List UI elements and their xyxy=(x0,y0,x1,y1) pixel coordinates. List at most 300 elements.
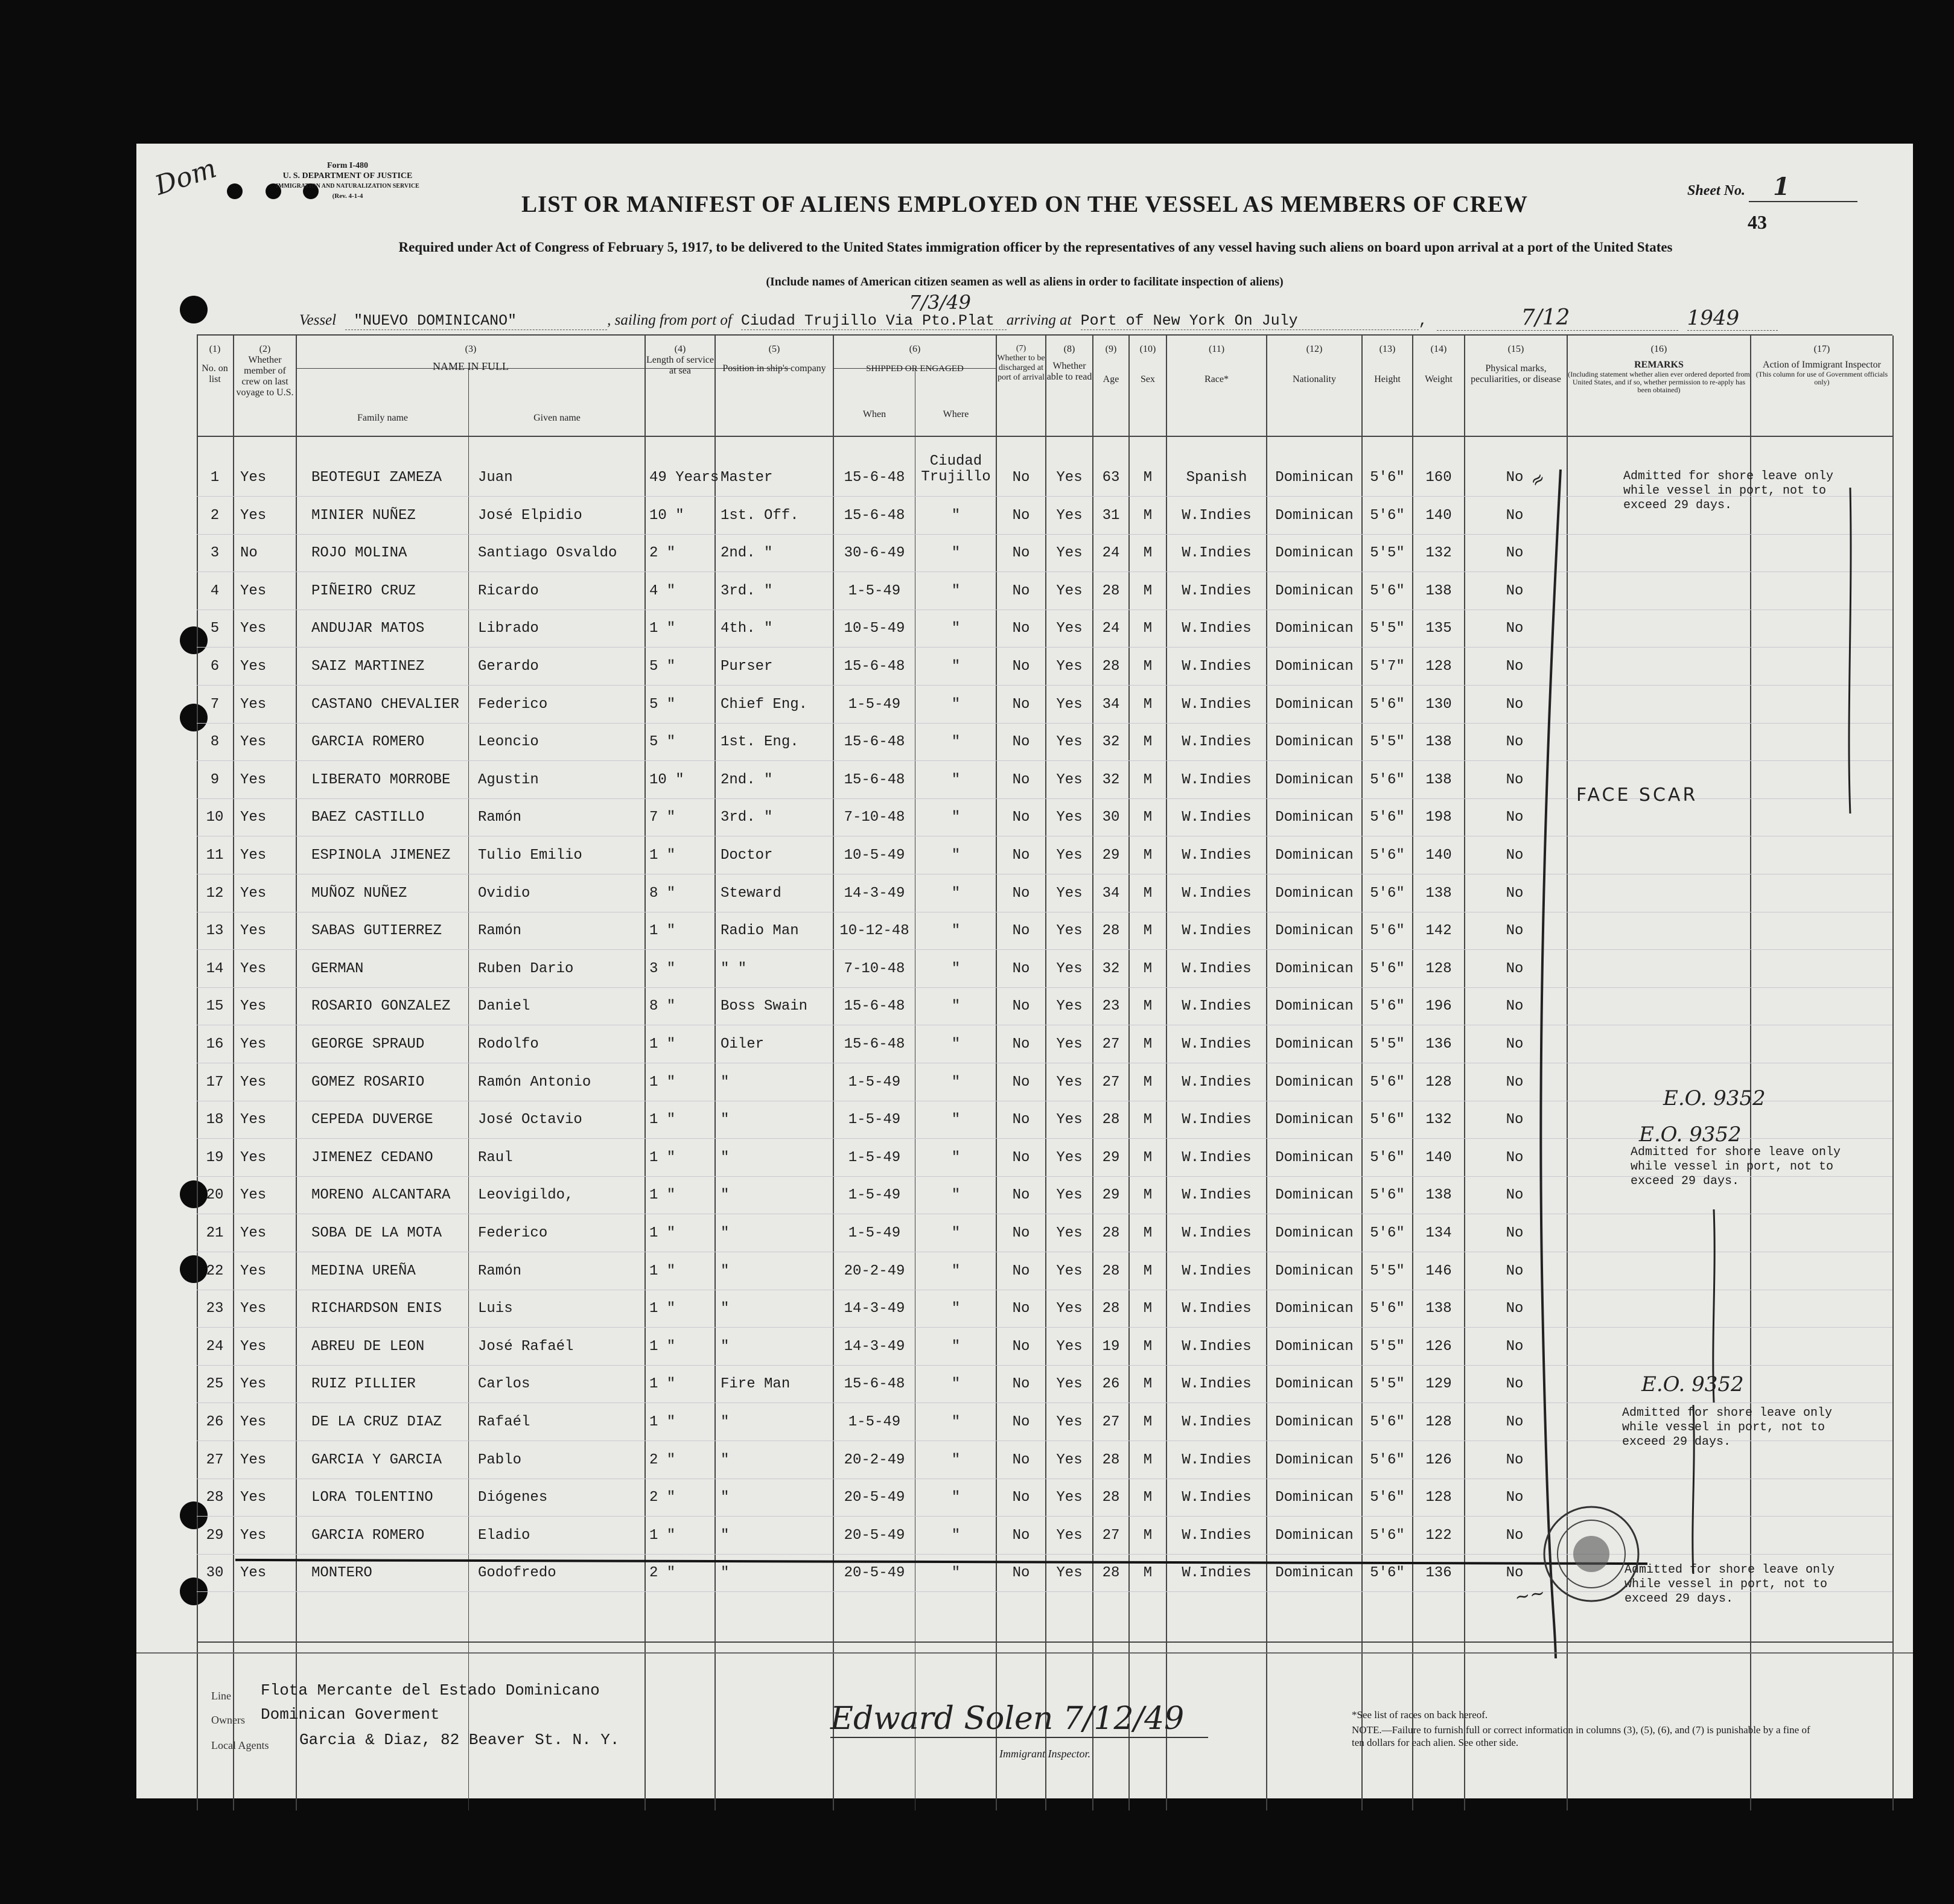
row-29-read: Yes xyxy=(1056,1527,1083,1544)
row-14-weight: 128 xyxy=(1425,961,1452,977)
row-12-service: 8 " xyxy=(649,885,676,902)
row-26-when: 1-5-49 xyxy=(848,1414,901,1430)
row-9-when: 15-6-48 xyxy=(844,772,905,788)
row-26-marks: No xyxy=(1506,1414,1524,1430)
row-22-given: Ramón xyxy=(478,1263,522,1279)
row-5-service: 1 " xyxy=(649,620,676,637)
row-13-nationality: Dominican xyxy=(1275,923,1354,939)
row-14-where: " xyxy=(951,961,961,977)
stamp-number: 43 xyxy=(1748,211,1767,233)
row-7-crew: Yes xyxy=(240,696,267,713)
remark-shore-leave-4: Admitted for shore leave only while vessel in port, not to exceed 29 days. xyxy=(1625,1563,1835,1606)
row-18-height: 5'6" xyxy=(1370,1112,1405,1128)
row-25-crew: Yes xyxy=(240,1376,267,1392)
row-4-height: 5'6" xyxy=(1370,583,1405,599)
row-13-race: W.Indies xyxy=(1182,923,1252,939)
row-24-when: 14-3-49 xyxy=(844,1339,905,1355)
margin-note: Dom xyxy=(151,153,220,202)
row-3-where: " xyxy=(951,545,961,561)
row-1-sex: M xyxy=(1143,470,1153,486)
row-9-given: Agustin xyxy=(478,772,539,788)
row-6-weight: 128 xyxy=(1425,658,1452,675)
row-28-where: " xyxy=(951,1489,961,1506)
row-15-weight: 196 xyxy=(1425,998,1452,1014)
row-5-family: ANDUJAR MATOS xyxy=(311,620,425,637)
row-20-discharged: No xyxy=(1012,1187,1030,1203)
row-1-nationality: Dominican xyxy=(1275,470,1354,486)
row-10-sex: M xyxy=(1143,809,1153,826)
row-2-weight: 140 xyxy=(1425,508,1452,524)
row-rule xyxy=(197,685,1892,686)
row-28-service: 2 " xyxy=(649,1489,676,1506)
row-26-position: " xyxy=(721,1414,730,1430)
row-17-sex: M xyxy=(1143,1074,1153,1091)
row-16-given: Rodolfo xyxy=(478,1036,539,1052)
row-11-sex: M xyxy=(1143,847,1153,864)
row-16-read: Yes xyxy=(1056,1036,1083,1052)
row-30-read: Yes xyxy=(1056,1565,1083,1581)
row-28-sex: M xyxy=(1143,1489,1153,1506)
row-11-age: 29 xyxy=(1102,847,1120,864)
row-10-read: Yes xyxy=(1056,809,1083,826)
row-8-nationality: Dominican xyxy=(1275,734,1354,750)
row-26-race: W.Indies xyxy=(1182,1414,1252,1430)
row-18-sex: M xyxy=(1143,1112,1153,1128)
sheet-value: 1 xyxy=(1749,173,1857,202)
row-1-read: Yes xyxy=(1056,470,1083,486)
header-col-8: (8) Whether able to read xyxy=(1046,344,1092,382)
row-23-race: W.Indies xyxy=(1182,1301,1252,1317)
row-3-race: W.Indies xyxy=(1182,545,1252,561)
row-26-no: 26 xyxy=(206,1414,224,1430)
row-6-crew: Yes xyxy=(240,658,267,675)
row-19-when: 1-5-49 xyxy=(848,1150,901,1166)
row-1-family: BEOTEGUI ZAMEZA xyxy=(311,470,442,486)
row-7-height: 5'6" xyxy=(1370,696,1405,713)
row-6-sex: M xyxy=(1143,658,1153,675)
row-8-marks: No xyxy=(1506,734,1524,750)
row-29-when: 20-5-49 xyxy=(844,1527,905,1544)
row-rule xyxy=(197,1327,1892,1328)
col-line xyxy=(296,336,297,1810)
row-21-read: Yes xyxy=(1056,1225,1083,1241)
row-21-service: 1 " xyxy=(649,1225,676,1241)
row-2-given: José Elpidio xyxy=(478,508,582,524)
row-23-given: Luis xyxy=(478,1301,513,1317)
row-28-discharged: No xyxy=(1012,1489,1030,1506)
row-26-discharged: No xyxy=(1012,1414,1030,1430)
row-25-position: Fire Man xyxy=(721,1376,791,1392)
punch-hole xyxy=(180,296,208,323)
row-6-position: Purser xyxy=(721,658,773,675)
row-27-crew: Yes xyxy=(240,1452,267,1468)
row-9-crew: Yes xyxy=(240,772,267,788)
row-22-crew: Yes xyxy=(240,1263,267,1279)
row-19-sex: M xyxy=(1143,1150,1153,1166)
row-18-crew: Yes xyxy=(240,1112,267,1128)
row-2-when: 15-6-48 xyxy=(844,508,905,524)
row-23-discharged: No xyxy=(1012,1301,1030,1317)
row-1-crew: Yes xyxy=(240,470,267,486)
row-13-marks: No xyxy=(1506,923,1524,939)
row-26-nationality: Dominican xyxy=(1275,1414,1354,1430)
row-26-weight: 128 xyxy=(1425,1414,1452,1430)
row-18-weight: 132 xyxy=(1425,1112,1452,1128)
row-20-given: Leovigildo, xyxy=(478,1187,574,1203)
row-2-service: 10 " xyxy=(649,508,684,524)
row-10-age: 30 xyxy=(1102,809,1120,826)
row-24-family: ABREU DE LEON xyxy=(311,1339,425,1355)
row-23-height: 5'6" xyxy=(1370,1301,1405,1317)
row-19-given: Raul xyxy=(478,1150,513,1166)
row-30-nationality: Dominican xyxy=(1275,1565,1354,1581)
header-col-13: (13) Height xyxy=(1374,344,1401,384)
row-23-family: RICHARDSON ENIS xyxy=(311,1301,442,1317)
remark-bracket-line xyxy=(1838,482,1862,820)
row-18-no: 18 xyxy=(206,1112,224,1128)
row-30-height: 5'6" xyxy=(1370,1565,1405,1581)
row-9-nationality: Dominican xyxy=(1275,772,1354,788)
table-bottom-border xyxy=(197,1641,1892,1643)
row-14-position: " " xyxy=(721,961,747,977)
row-22-weight: 146 xyxy=(1425,1263,1452,1279)
owners-value: Dominican Goverment xyxy=(261,1705,440,1724)
row-18-position: " xyxy=(721,1112,730,1128)
row-12-when: 14-3-49 xyxy=(844,885,905,902)
row-5-height: 5'5" xyxy=(1370,620,1405,637)
row-6-age: 28 xyxy=(1102,658,1120,675)
row-16-weight: 136 xyxy=(1425,1036,1452,1052)
inspection-seal-stamp xyxy=(1540,1503,1643,1605)
row-25-when: 15-6-48 xyxy=(844,1376,905,1392)
races-note: *See list of races on back hereof. xyxy=(1352,1709,1488,1721)
row-7-sex: M xyxy=(1143,696,1153,713)
row-19-position: " xyxy=(721,1150,730,1166)
row-25-service: 1 " xyxy=(649,1376,676,1392)
row-7-age: 34 xyxy=(1102,696,1120,713)
row-25-marks: No xyxy=(1506,1376,1524,1392)
row-21-crew: Yes xyxy=(240,1225,267,1241)
row-18-service: 1 " xyxy=(649,1112,676,1128)
row-25-family: RUIZ PILLIER xyxy=(311,1376,416,1392)
footer-divider xyxy=(136,1652,1913,1654)
row-25-no: 25 xyxy=(206,1376,224,1392)
row-11-service: 1 " xyxy=(649,847,676,864)
row-27-race: W.Indies xyxy=(1182,1452,1252,1468)
row-1-service: 49 Years xyxy=(649,470,719,486)
row-1-given: Juan xyxy=(478,470,513,486)
row-2-discharged: No xyxy=(1012,508,1030,524)
row-23-crew: Yes xyxy=(240,1301,267,1317)
row-27-sex: M xyxy=(1143,1452,1153,1468)
row-19-age: 29 xyxy=(1102,1150,1120,1166)
row-28-nationality: Dominican xyxy=(1275,1489,1354,1506)
vessel-label: Vessel xyxy=(299,312,337,328)
row-19-weight: 140 xyxy=(1425,1150,1452,1166)
row-8-no: 8 xyxy=(210,734,220,750)
row-28-crew: Yes xyxy=(240,1489,267,1506)
row-10-weight: 198 xyxy=(1425,809,1452,826)
row-18-where: " xyxy=(951,1112,961,1128)
row-8-given: Leoncio xyxy=(478,734,539,750)
row-29-weight: 122 xyxy=(1425,1527,1452,1544)
row-15-read: Yes xyxy=(1056,998,1083,1014)
page-title: LIST OR MANIFEST OF ALIENS EMPLOYED ON THE VESSEL AS MEMBERS OF CREW xyxy=(521,191,1529,217)
row-7-discharged: No xyxy=(1012,696,1030,713)
row-15-discharged: No xyxy=(1012,998,1030,1014)
row-7-where: " xyxy=(951,696,961,713)
row-11-family: ESPINOLA JIMENEZ xyxy=(311,847,451,864)
header-col-14: (14) Weight xyxy=(1425,344,1453,384)
row-8-crew: Yes xyxy=(240,734,267,750)
row-22-age: 28 xyxy=(1102,1263,1120,1279)
row-1-where: Ciudad Trujillo xyxy=(921,453,991,485)
header-where: Where xyxy=(943,409,969,419)
row-9-service: 10 " xyxy=(649,772,684,788)
row-30-sex: M xyxy=(1143,1565,1153,1581)
line-value: Flota Mercante del Estado Dominicano xyxy=(261,1681,600,1699)
row-8-discharged: No xyxy=(1012,734,1030,750)
row-20-age: 29 xyxy=(1102,1187,1120,1203)
inspector-signature: Edward Solen 7/12/49 xyxy=(830,1701,1208,1738)
row-20-when: 1-5-49 xyxy=(848,1187,901,1203)
header-col-15: (15) Physical marks, peculiarities, or disease xyxy=(1471,344,1561,384)
row-20-weight: 138 xyxy=(1425,1187,1452,1203)
row-2-marks: No xyxy=(1506,508,1524,524)
row-28-weight: 128 xyxy=(1425,1489,1452,1506)
row-27-weight: 126 xyxy=(1425,1452,1452,1468)
row-29-discharged: No xyxy=(1012,1527,1030,1544)
row-5-sex: M xyxy=(1143,620,1153,637)
row-27-family: GARCIA Y GARCIA xyxy=(311,1452,442,1468)
row-22-height: 5'5" xyxy=(1370,1263,1405,1279)
row-16-race: W.Indies xyxy=(1182,1036,1252,1052)
row-28-height: 5'6" xyxy=(1370,1489,1405,1506)
row-4-read: Yes xyxy=(1056,583,1083,599)
row-9-read: Yes xyxy=(1056,772,1083,788)
header-col-16: (16) REMARKS (Including statement whether alien ever ordered deported from United States, and if so, whether permission to re-apply has been obtained) xyxy=(1568,344,1750,394)
row-22-race: W.Indies xyxy=(1182,1263,1252,1279)
row-12-no: 12 xyxy=(206,885,224,902)
arriving-label: arriving at xyxy=(1006,312,1072,328)
row-9-sex: M xyxy=(1143,772,1153,788)
row-12-weight: 138 xyxy=(1425,885,1452,902)
handwritten-initials: ∼∼ xyxy=(1513,1582,1547,1609)
row-9-height: 5'6" xyxy=(1370,772,1405,788)
row-3-weight: 132 xyxy=(1425,545,1452,561)
row-7-given: Federico xyxy=(478,696,548,713)
row-2-crew: Yes xyxy=(240,508,267,524)
row-11-when: 10-5-49 xyxy=(844,847,905,864)
row-14-height: 5'6" xyxy=(1370,961,1405,977)
row-24-marks: No xyxy=(1506,1339,1524,1355)
row-28-age: 28 xyxy=(1102,1489,1120,1506)
row-3-family: ROJO MOLINA xyxy=(311,545,407,561)
row-8-when: 15-6-48 xyxy=(844,734,905,750)
row-1-when: 15-6-48 xyxy=(844,470,905,486)
row-3-crew: No xyxy=(240,545,258,561)
row-13-sex: M xyxy=(1143,923,1153,939)
row-30-age: 28 xyxy=(1102,1565,1120,1581)
col-line xyxy=(1892,336,1894,1810)
remark-eo-2: E.O. 9352 xyxy=(1639,1122,1742,1147)
row-23-where: " xyxy=(951,1301,961,1317)
inspector-label: Immigrant Inspector. xyxy=(999,1748,1090,1760)
form-service: IMMIGRATION AND NATURALIZATION SERVICE xyxy=(276,183,419,189)
row-7-read: Yes xyxy=(1056,696,1083,713)
row-10-discharged: No xyxy=(1012,809,1030,826)
row-14-nationality: Dominican xyxy=(1275,961,1354,977)
row-24-no: 24 xyxy=(206,1339,224,1355)
row-17-position: " xyxy=(721,1074,730,1091)
row-28-marks: No xyxy=(1506,1489,1524,1506)
row-16-where: " xyxy=(951,1036,961,1052)
header-col-4: (4) Length of service at sea xyxy=(646,344,714,376)
row-20-marks: No xyxy=(1506,1187,1524,1203)
row-12-marks: No xyxy=(1506,885,1524,902)
row-25-discharged: No xyxy=(1012,1376,1030,1392)
row-3-discharged: No xyxy=(1012,545,1030,561)
row-14-age: 32 xyxy=(1102,961,1120,977)
row-14-service: 3 " xyxy=(649,961,676,977)
row-13-age: 28 xyxy=(1102,923,1120,939)
row-6-family: SAIZ MARTINEZ xyxy=(311,658,425,675)
row-5-when: 10-5-49 xyxy=(844,620,905,637)
row-12-height: 5'6" xyxy=(1370,885,1405,902)
row-20-crew: Yes xyxy=(240,1187,267,1203)
col-line xyxy=(1092,336,1093,1810)
row-16-discharged: No xyxy=(1012,1036,1030,1052)
row-27-position: " xyxy=(721,1452,730,1468)
row-6-no: 6 xyxy=(210,658,220,675)
row-2-family: MINIER NUÑEZ xyxy=(311,508,416,524)
row-18-nationality: Dominican xyxy=(1275,1112,1354,1128)
remark-face-scar: FACE SCAR xyxy=(1576,785,1698,806)
row-6-nationality: Dominican xyxy=(1275,658,1354,675)
row-4-crew: Yes xyxy=(240,583,267,599)
row-11-position: Doctor xyxy=(721,847,773,864)
row-17-given: Ramón Antonio xyxy=(478,1074,591,1091)
row-6-given: Gerardo xyxy=(478,658,539,675)
header-col-6: (6) SHIPPED OR ENGAGED xyxy=(866,344,964,374)
row-26-sex: M xyxy=(1143,1414,1153,1430)
row-4-nationality: Dominican xyxy=(1275,583,1354,599)
row-12-given: Ovidio xyxy=(478,885,530,902)
row-6-read: Yes xyxy=(1056,658,1083,675)
row-21-race: W.Indies xyxy=(1182,1225,1252,1241)
row-15-crew: Yes xyxy=(240,998,267,1014)
sailing-label: , sailing from port of xyxy=(607,312,732,328)
row-12-read: Yes xyxy=(1056,885,1083,902)
owners-label: Owners xyxy=(211,1714,245,1726)
row-2-sex: M xyxy=(1143,508,1153,524)
row-19-marks: No xyxy=(1506,1150,1524,1166)
row-14-when: 7-10-48 xyxy=(844,961,905,977)
row-21-given: Federico xyxy=(478,1225,548,1241)
row-24-discharged: No xyxy=(1012,1339,1030,1355)
row-7-weight: 130 xyxy=(1425,696,1452,713)
row-14-sex: M xyxy=(1143,961,1153,977)
row-11-marks: No xyxy=(1506,847,1524,864)
row-2-no: 2 xyxy=(210,508,220,524)
row-1-race: Spanish xyxy=(1186,470,1247,486)
row-16-crew: Yes xyxy=(240,1036,267,1052)
row-25-age: 26 xyxy=(1102,1376,1120,1392)
row-7-no: 7 xyxy=(210,696,220,713)
row-16-service: 1 " xyxy=(649,1036,676,1052)
row-14-crew: Yes xyxy=(240,961,267,977)
row-22-read: Yes xyxy=(1056,1263,1083,1279)
row-26-where: " xyxy=(951,1414,961,1430)
row-14-race: W.Indies xyxy=(1182,961,1252,977)
header-col-9: (9) Age xyxy=(1103,344,1119,384)
row-30-where: " xyxy=(951,1565,961,1581)
row-4-no: 4 xyxy=(210,583,220,599)
row-5-race: W.Indies xyxy=(1182,620,1252,637)
row-3-when: 30-6-49 xyxy=(844,545,905,561)
row-28-position: " xyxy=(721,1489,730,1506)
row-20-sex: M xyxy=(1143,1187,1153,1203)
row-11-crew: Yes xyxy=(240,847,267,864)
row-1-height: 5'6" xyxy=(1370,470,1405,486)
col-line xyxy=(1166,336,1167,1810)
row-10-nationality: Dominican xyxy=(1275,809,1354,826)
row-17-when: 1-5-49 xyxy=(848,1074,901,1091)
row-6-where: " xyxy=(951,658,961,675)
row-28-no: 28 xyxy=(206,1489,224,1506)
header-col-10: (10) Sex xyxy=(1139,344,1156,384)
row-29-age: 27 xyxy=(1102,1527,1120,1544)
header-col-17: (17) Action of Immigrant Inspector (This column for use of Government officials only) xyxy=(1755,344,1888,386)
handwritten-initials: ≈ xyxy=(1526,467,1550,492)
include-note: (Include names of American citizen seamen as well as aliens in order to facilitate inspection of aliens) xyxy=(766,275,1284,288)
row-24-read: Yes xyxy=(1056,1339,1083,1355)
row-18-when: 1-5-49 xyxy=(848,1112,901,1128)
row-1-weight: 160 xyxy=(1425,470,1452,486)
row-21-height: 5'6" xyxy=(1370,1225,1405,1241)
row-13-height: 5'6" xyxy=(1370,923,1405,939)
row-23-when: 14-3-49 xyxy=(844,1301,905,1317)
row-24-race: W.Indies xyxy=(1182,1339,1252,1355)
row-4-sex: M xyxy=(1143,583,1153,599)
row-rule xyxy=(197,723,1892,724)
row-15-race: W.Indies xyxy=(1182,998,1252,1014)
row-2-where: " xyxy=(951,508,961,524)
row-20-height: 5'6" xyxy=(1370,1187,1405,1203)
table-header-bottom xyxy=(197,436,1892,437)
row-13-weight: 142 xyxy=(1425,923,1452,939)
row-27-discharged: No xyxy=(1012,1452,1030,1468)
remark-eo-3: E.O. 9352 xyxy=(1641,1372,1744,1396)
row-19-service: 1 " xyxy=(649,1150,676,1166)
row-18-family: CEPEDA DUVERGE xyxy=(311,1112,433,1128)
col-line xyxy=(1464,336,1465,1810)
row-6-discharged: No xyxy=(1012,658,1030,675)
row-9-family: LIBERATO MORROBE xyxy=(311,772,451,788)
row-14-no: 14 xyxy=(206,961,224,977)
vessel-line: Vessel "NUEVO DOMINICANO" , sailing from port of Ciudad Trujillo Via Pto.Plat arriving at Port of New York On July , 7/12 1949 xyxy=(299,305,1778,331)
row-3-no: 3 xyxy=(210,545,220,561)
row-3-marks: No xyxy=(1506,545,1524,561)
row-18-age: 28 xyxy=(1102,1112,1120,1128)
row-22-service: 1 " xyxy=(649,1263,676,1279)
row-4-where: " xyxy=(951,583,961,599)
row-12-position: Steward xyxy=(721,885,781,902)
row-8-family: GARCIA ROMERO xyxy=(311,734,425,750)
vessel-name: "NUEVO DOMINICANO" xyxy=(345,312,607,330)
row-5-discharged: No xyxy=(1012,620,1030,637)
header-col-1: (1) No. on list xyxy=(202,344,228,384)
